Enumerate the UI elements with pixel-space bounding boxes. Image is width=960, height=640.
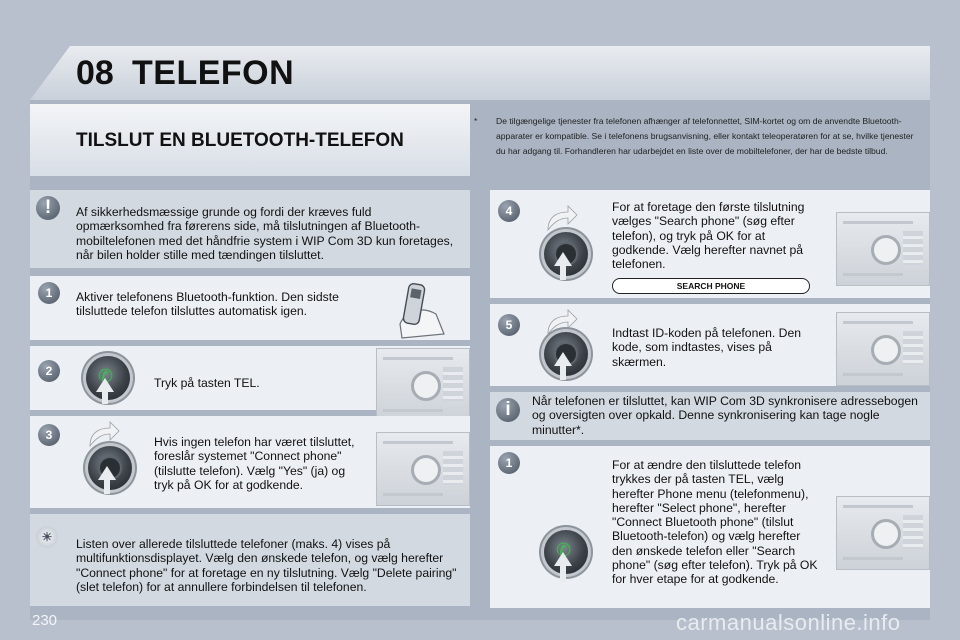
press-arrow-icon — [98, 466, 116, 480]
footnote-text: De tilgængelige tjenester fra telefonen afhænger af telefonnettet, SIM-kortet og om de anvendte Bluetooth-apparater er kompatible. Se i telefonens brugsanvisning, eller kontakt teleoperatøren for at se, hvilke tjenester du har adgang til. Forhandleren har udarbejdet en liste over de mobiltelefoner, der har de bedste tilbud. — [496, 116, 914, 156]
press-arrow-icon — [554, 252, 572, 266]
mobile-phone-hand-icon — [392, 280, 448, 340]
warning-icon: ! — [36, 196, 60, 220]
step2-text: Tryk på tasten TEL. — [154, 376, 260, 390]
radio-unit-illustration — [836, 212, 930, 286]
step3-text: Hvis ingen telefon har været tilsluttet, foreslår systemet "Connect phone" (tilslutte telefon). Vælg "Yes" (ja) og tryk på OK for at godkende. — [154, 435, 355, 492]
radio-unit-illustration — [836, 496, 930, 570]
step4-text: For at foretage den første tilslutning vælges "Search phone" (søg efter telefon), og tryk på OK for at godkende. Vælg herefter navnet på telefonen. — [612, 200, 805, 272]
green-phone-icon: ✆ — [98, 366, 114, 386]
press-arrow-icon — [96, 378, 114, 392]
press-arrow-icon — [554, 552, 572, 566]
warning-text: Af sikkerhedsmæssige grunde og fordi der kræves fuld opmærksomhed fra førerens side, må tilslutningen af Bluetooth-mobiltelefonen med det håndfrie system i WIP Com 3D kun foretages, når bilen holder stille med tændingen tilsluttet. — [76, 205, 454, 262]
info-icon: i — [496, 398, 520, 422]
info-text: Når telefonen er tilsluttet, kan WIP Com 3D synkronisere adressebogen og oversigten over opkald. Denne synkronisering kan tage nogle minutter*. — [532, 394, 918, 437]
step2-badge: 2 — [38, 360, 60, 382]
press-arrow-icon — [554, 352, 572, 366]
rotate-arrow-icon — [86, 420, 120, 448]
step5-badge: 5 — [498, 314, 520, 336]
footnote — [474, 114, 922, 159]
tip-text: Listen over allerede tilsluttede telefoner (maks. 4) vises på multifunktionsdisplayet. Vælg den ønskede telefon, og vælg herefter "Connect phone" for at foretage en ny tilslutning. Vælg "Delete pairing" (slet telefon) for at annullere forbindelsen til telefonen. — [76, 537, 457, 594]
radio-unit-illustration — [376, 348, 470, 422]
step1-badge: 1 — [38, 282, 60, 304]
search-phone-button: SEARCH PHONE — [612, 278, 810, 294]
step1b-text: For at ændre den tilsluttede telefon trykkes der på tasten TEL, vælg herefter Phone menu (telefonmenu), herefter "Select phone", herefter "Connect Bluetooth phone" (tilslut Bluetooth-telefon) og vælg herefter den ønskede telefon eller "Search phone" (søg efter telefon). Tryk på OK for hver etape for at godkende. — [612, 458, 818, 587]
radio-unit-illustration — [836, 312, 930, 386]
page-number: 230 — [32, 612, 58, 629]
rotate-arrow-icon — [544, 204, 578, 232]
radio-unit-illustration — [376, 432, 470, 506]
header-notch — [30, 46, 70, 100]
watermark: carmanualsonline.info — [676, 610, 901, 635]
green-phone-icon: ✆ — [556, 540, 572, 560]
chapter-number: 08 — [76, 54, 114, 92]
step3-badge: 3 — [38, 424, 60, 446]
lightbulb-icon: ☀ — [36, 526, 58, 548]
step1-text: Aktiver telefonens Bluetooth-funktion. Den sidste tilsluttede telefon tilsluttes automatisk igen. — [76, 290, 339, 319]
section-title: TILSLUT EN BLUETOOTH-TELEFON — [76, 130, 404, 151]
step1b-badge: 1 — [498, 452, 520, 474]
footnote-marker: * — [474, 116, 478, 126]
step5-text: Indtast ID-koden på telefonen. Den kode, som indtastes, vises på skærmen. — [612, 326, 802, 369]
chapter-title: TELEFON — [132, 54, 295, 92]
step4-badge: 4 — [498, 200, 520, 222]
